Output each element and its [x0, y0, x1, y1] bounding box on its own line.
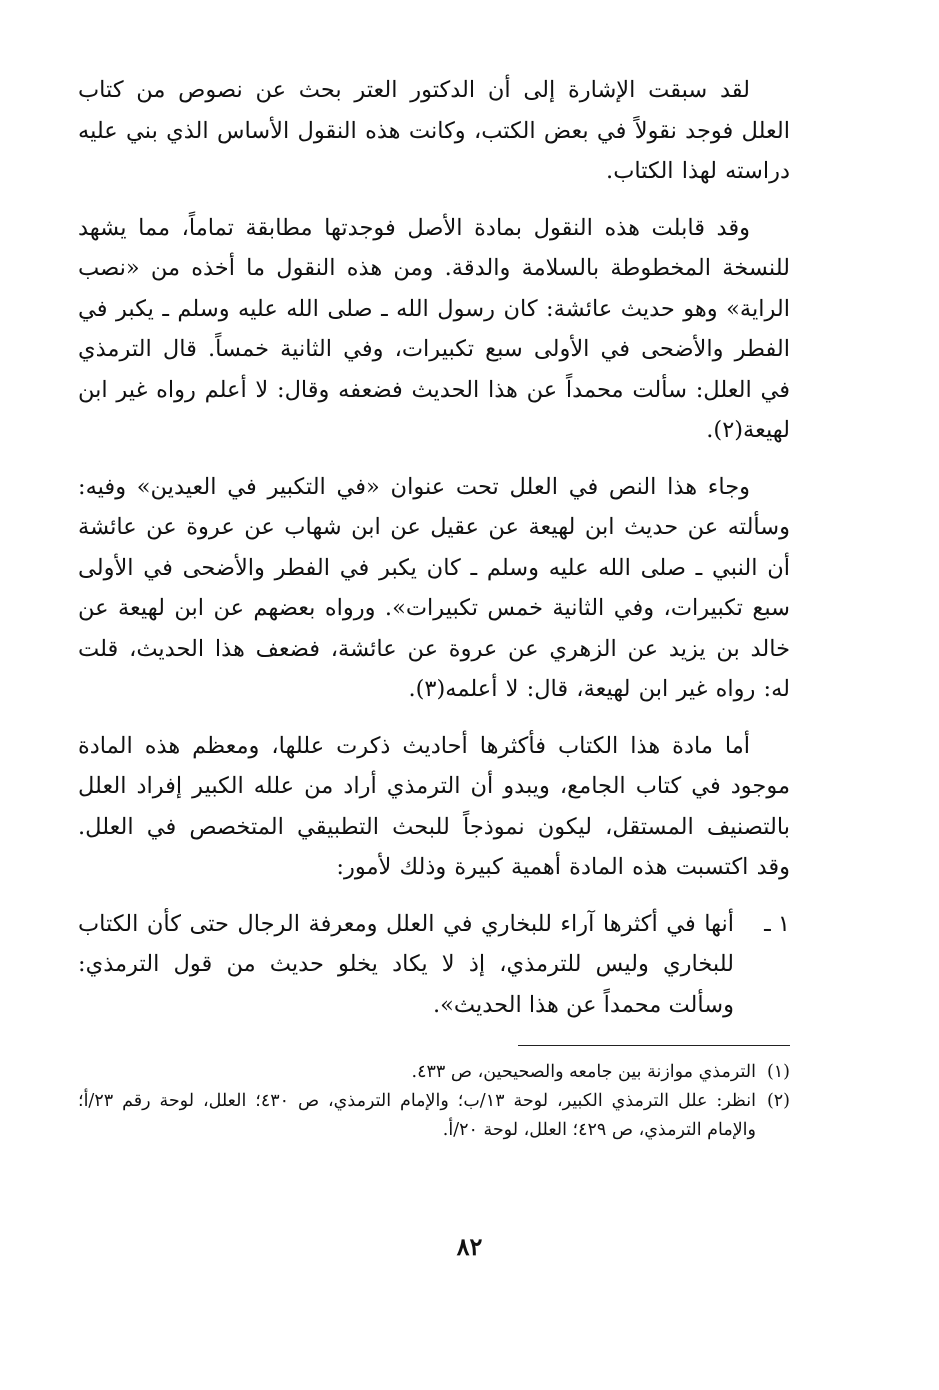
paragraph-3: وجاء هذا النص في العلل تحت عنوان «في التكبير في العيدين» وفيه: وسألته عن حديث ابن لهيعة عن عقيل عن ابن شهاب عن عروة عن عائشة أن النبي ـ صلى الله عليه وسلم ـ كان يكبر في الفطر والأضحى في الأولى سبع تكبيرات، وفي الثانية خمس تكبيرات». ورواه بعضهم عن ابن لهيعة عن خالد بن يزيد عن الزهري عن عروة عن عائشة، فضعف هذا الحديث، قلت له: رواه غير ابن لهيعة، قال: لا أعلمه(٣). — [78, 473, 790, 702]
footnote-2 — [78, 1087, 790, 1145]
list-item-text: أنها في أكثرها آراء للبخاري في العلل ومعرفة الرجال حتى كأن الكتاب للبخاري وليس للترمذي، إذ لا يكاد يخلو حديث من قول الترمذي: وسألت محمداً عن هذا الحديث». — [78, 910, 734, 1018]
footnote-text: انظر: علل الترمذي الكبير، لوحة ١٣/ب؛ والإمام الترمذي، ص ٤٣٠؛ العلل، لوحة رقم ٢٣/أ؛ والإمام الترمذي، ص ٤٢٩؛ العلل، لوحة ٢٠/أ. — [78, 1091, 757, 1140]
footnote-divider — [518, 1045, 790, 1046]
list-item-1 — [78, 904, 790, 1026]
paragraph-2: وقد قابلت هذه النقول بمادة الأصل فوجدتها مطابقة تماماً، مما يشهد للنسخة المخطوطة بالسلامة والدقة. ومن هذه النقول ما أخذه من «نصب الراية» وهو حديث عائشة: كان رسول الله ـ صلى الله عليه وسلم ـ يكبر في الفطر والأضحى في الأولى سبع تكبيرات، وفي الثانية خمساً. قال الترمذي في العلل: سألت محمداً عن هذا الحديث فضعفه وقال: لا أعلم رواه غير ابن لهيعة(٢). — [78, 214, 790, 443]
page-body — [78, 70, 790, 1350]
list-item-number: ١ ـ — [764, 910, 790, 937]
paragraph-4: أما مادة هذا الكتاب فأكثرها أحاديث ذكرت عللها، ومعظم هذه المادة موجود في كتاب الجامع، ويبدو أن الترمذي أراد من علله الكبير إفراد العلل بالتصنيف المستقل، ليكون نموذجاً للبحث التطبيقي المتخصص في العلل. وقد اكتسبت هذه المادة أهمية كبيرة وذلك لأمور: — [78, 732, 790, 880]
paragraph-1: لقد سبقت الإشارة إلى أن الدكتور العتر بحث عن نصوص من كتاب العلل فوجد نقولاً في بعض الكتب، وكانت هذه النقول الأساس الذي بني عليه دراسته لهذا الكتاب. — [78, 77, 790, 184]
page-number: ٨٢ — [456, 1232, 483, 1261]
footnote-number: (٢) — [766, 1091, 790, 1111]
footnote-1 — [78, 1058, 790, 1087]
footnote-text: الترمذي موازنة بين جامعه والصحيحين، ص ٤٣٣. — [411, 1062, 756, 1082]
footnote-number: (١) — [766, 1062, 790, 1082]
